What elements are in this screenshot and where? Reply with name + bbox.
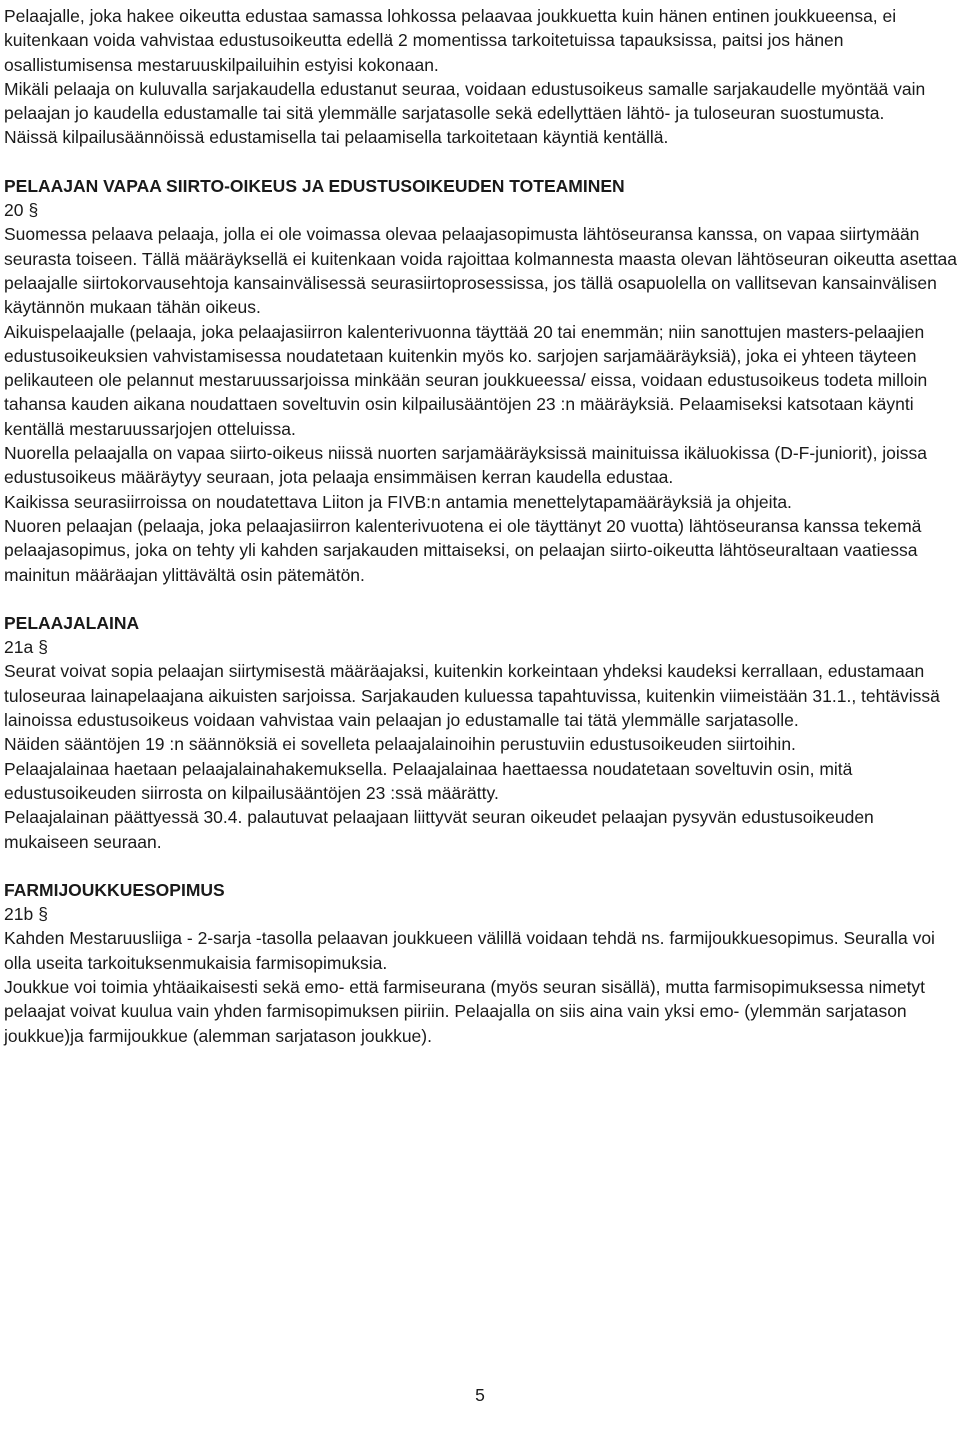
section-sign-icon: § <box>28 200 39 221</box>
section-21a-paragraph-1: Seurat voivat sopia pelaajan siirtymisestä määräajaksi, kuitenkin korkeintaan yhdeksi kaudeksi kerrallaan, edustamaan tuloseuraa lainapelaajana aikuisten sarjoissa. Sarjakauden kuluessa tapahtuvissa, kuitenkin viimeistään 31.1., tehtävissä lainoissa edustusoikeus voidaan vahvistaa vain pelaajan jo edustamalle tai tätä ylemmälle sarjatasolle. <box>4 661 940 731</box>
intro-paragraph-2: Mikäli pelaaja on kuluvalla sarjakaudella edustanut seuraa, voidaan edustusoikeus samalle sarjakaudelle myöntää vain pelaajan jo kaudella edustamalle tai sitä ylemmälle sarjatasolle sekä edellyttäen lähtö- ja tuloseuran suostumusta. <box>4 78 926 124</box>
section-20-paragraph-3: Nuorella pelaajalla on vapaa siirto-oikeus niissä nuorten sarjamääräyksissä mainituissa ikäluokissa (D-F-juniorit), joissa edustusoikeus määräytyy seuraan, jota pelaaja ensimmäisen kerran kaudella edustaa. <box>4 443 928 488</box>
section-21a-paragraph-4: Pelaajalainan päättyessä 30.4. palautuvat pelaajaan liittyvät seuran oikeudet pelaajan pysyvän edustusoikeuden mukaiseen seuraan. <box>4 807 874 852</box>
section-20-paragraph-2: Aikuispelaajalle (pelaaja, joka pelaajasiirron kalenterivuonna täyttää 20 tai enemmän; niin sanottujen masters-pelaajien edustusoikeuksien vahvistamisessa noudatetaan kuitenkin myös ko. sarjojen sarjamääräyksiä), joka ei yhteen täyteen pelikauteen ole pelannut mestaruussarjoissa minkään seuran joukkueessa/ eissa, voidaan edustusoikeus todeta milloin tahansa kauden aikana noudattaen soveltuvin osin kilpailusääntöjen 23 :n määräyksiä. Pelaamiseksi katsotaan käynti kentällä mestaruussarjojen otteluissa. <box>4 321 928 439</box>
section-21a-paragraph-2: Näiden sääntöjen 19 :n säännöksiä ei sovelleta pelaajalainoihin perustuviin edustusoikeuden siirtoihin. <box>4 734 796 755</box>
section-20-number <box>4 198 958 222</box>
section-21a-heading: PELAAJALAINA <box>4 612 140 633</box>
section-20-paragraph-1: Suomessa pelaava pelaaja, jolla ei ole voimassa olevaa pelaajasopimusta lähtöseuransa kanssa, on vapaa siirtymään seurasta toiseen. Tällä määräyksellä ei kuitenkaan voida rajoittaa kolmannesta maasta olevan lähtöseuran oikeutta asettaa pelaajalle siirtokorvausehtoja kansainvälisessä seurasiirtoprosessissa, jos tällä osapuolella on vallitsevan kansainvälisen käytännön mukaan tähän oikeus. <box>4 224 958 318</box>
section-21b-paragraph-1: Kahden Mestaruusliiga - 2-sarja -tasolla pelaavan joukkueen välillä voidaan tehdä ns. farmijoukkuesopimus. Seuralla voi olla useita tarkoituksenmukaisia farmisopimuksia. <box>4 928 935 973</box>
section-20-paragraph-4: Kaikissa seurasiirroissa on noudatettava Liiton ja FIVB:n antamia menettelytapamääräyksiä ja ohjeita. <box>4 491 792 512</box>
section-21b-number-text: 21b <box>4 904 34 925</box>
spacer <box>4 854 958 878</box>
document-page <box>4 4 958 1048</box>
section-21b-paragraph-2: Joukkue voi toimia yhtäaikaisesti sekä emo- että farmiseurana (myös seuran sisällä), mutta farmisopimuksessa nimetyt pelaajat voivat kuulua vain yhden farmisopimuksen piiriin. Pelaajalla on siis aina vain yksi emo- (ylemmän sarjatason joukkue)ja farmijoukkue (alemman sarjatason joukkue). <box>4 976 926 1046</box>
spacer <box>4 150 958 174</box>
page-number: 5 <box>475 1385 485 1405</box>
intro-paragraph-3: Näissä kilpailusäännöissä edustamisella tai pelaamisella tarkoitetaan käyntiä kentällä. <box>4 127 669 148</box>
spacer <box>4 587 958 611</box>
section-21b-number <box>4 902 958 926</box>
section-21b-heading: FARMIJOUKKUESOPIMUS <box>4 879 225 900</box>
intro-paragraph-1: Pelaajalle, joka hakee oikeutta edustaa samassa lohkossa pelaavaa joukkuetta kuin hänen entinen joukkueensa, ei kuitenkaan voida vahvistaa edustusoikeutta edellä 2 momentissa tarkoitetuissa tapauksissa, paitsi jos hänen osallistumisensa mestaruuskilpailuihin estyisi kokonaan. <box>4 6 897 75</box>
section-20-number-text: 20 <box>4 200 24 221</box>
section-sign-icon: § <box>38 637 48 658</box>
section-sign-icon: § <box>38 904 48 925</box>
section-20-heading: PELAAJAN VAPAA SIIRTO-OIKEUS JA EDUSTUSOIKEUDEN TOTEAMINEN <box>4 175 625 196</box>
section-20-paragraph-5: Nuoren pelaajan (pelaaja, joka pelaajasiirron kalenterivuotena ei ole täyttänyt 20 vuotta) lähtöseuransa kanssa tekemä pelaajasopimus, joka on tehty yli kahden sarjakauden mittaiseksi, on pelaajan siirto-oikeutta lähtöseuraltaan vaatiessa mainitun määräajan ylittävältä osin pätemätön. <box>4 515 922 585</box>
section-21a-number-text: 21a <box>4 637 34 658</box>
section-21a-paragraph-3: Pelaajalainaa haetaan pelaajalainahakemuksella. Pelaajalainaa haettaessa noudatetaan soveltuvin osin, mitä edustusoikeuden siirrosta on kilpailusääntöjen 23 :ssä määrätty. <box>4 758 853 803</box>
section-21a-number <box>4 635 958 659</box>
